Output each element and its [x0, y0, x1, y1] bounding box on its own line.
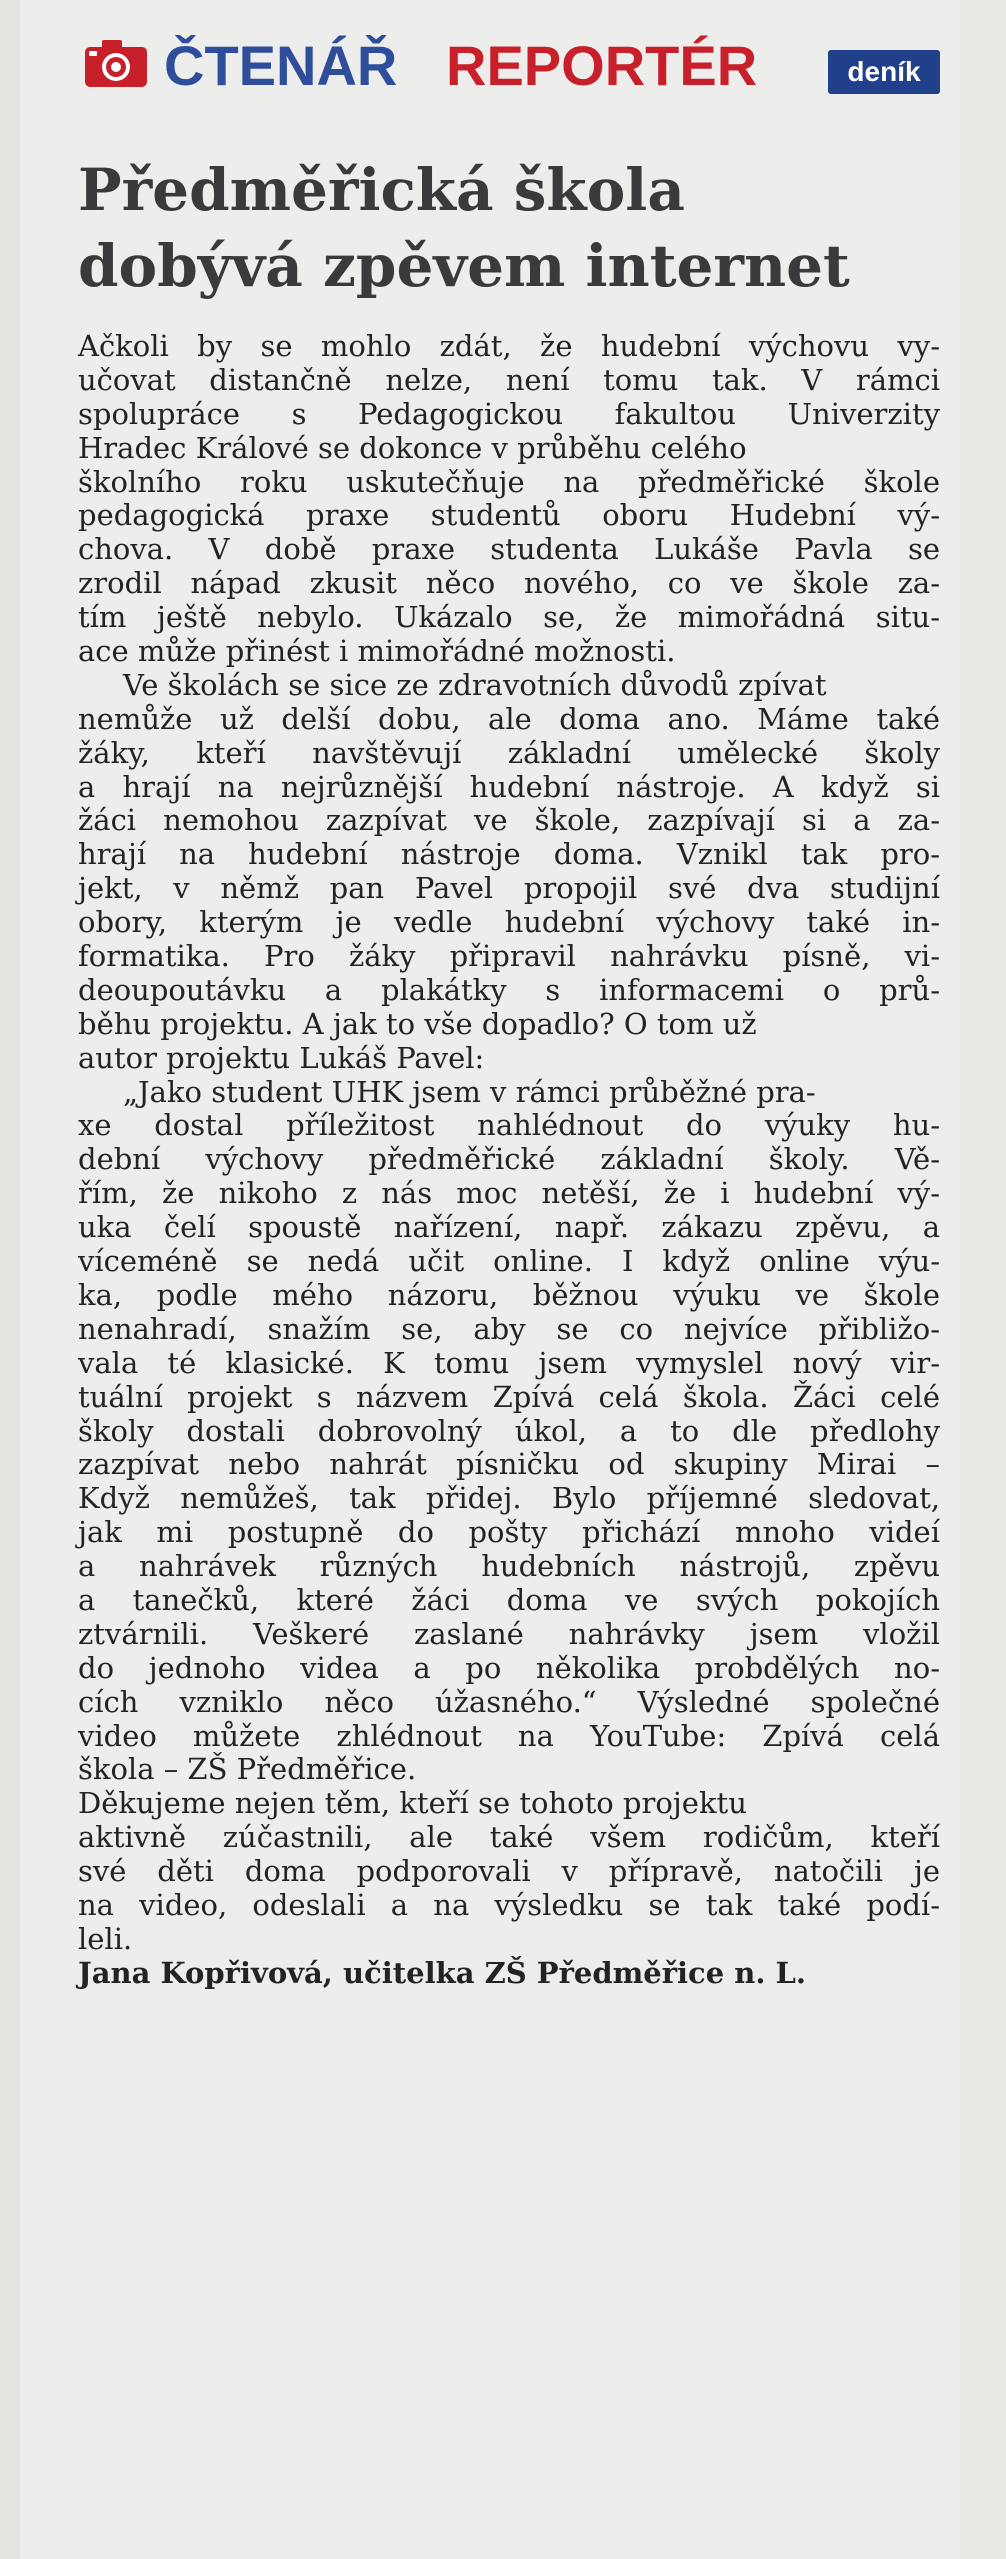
body-line: své děti doma podporovali v přípravě, natočili je	[78, 1854, 940, 1889]
body-line: ztvárnili. Veškeré zaslané nahrávky jsem vložil	[78, 1616, 940, 1651]
body-line: žáky, kteří navštěvují základní umělecké školy	[78, 735, 940, 770]
body-line: „Jako student UHK jsem v rámci průběžné pra-	[123, 1074, 816, 1109]
body-line: škola – ZŠ Předměřice.	[78, 1752, 417, 1787]
body-line: zazpívat nebo nahrát písničku od skupiny Mirai –	[78, 1447, 940, 1482]
body-line: nemůže už delší dobu, ale doma ano. Máme také	[78, 701, 940, 736]
body-line: ace může přinést i mimořádné možnosti.	[78, 634, 676, 669]
body-line: Ačkoli by se mohlo zdát, že hudební výchovu vy-	[78, 329, 940, 363]
paper-fold-shadow	[0, 0, 20, 2559]
rubric-word-reporter: REPORTÉR	[446, 34, 758, 97]
rubric-word-ctenar: ČTENÁŘ	[164, 34, 398, 97]
body-line: a hrají na nejrůznější hudební nástroje. A když si	[78, 769, 940, 804]
body-line: aktivně zúčastnili, ale také všem rodičům, kteří	[78, 1820, 940, 1855]
body-line: vala té klasické. K tomu jsem vymyslel nový vir-	[78, 1345, 940, 1380]
article-body	[78, 330, 940, 1991]
author-signature: Jana Kopřivová, učitelka ZŠ Předměřice n. L.	[78, 1955, 807, 1990]
body-line: Ve školách se sice ze zdravotních důvodů zpívat	[123, 667, 827, 702]
body-line: chova. V době praxe studenta Lukáše Pavla se	[78, 532, 940, 567]
body-line: jekt, v němž pan Pavel propojil své dva studijní	[78, 871, 940, 906]
brand-badge: deník	[828, 50, 940, 94]
body-line: tuální projekt s názvem Zpívá celá škola. Žáci celé	[78, 1379, 940, 1414]
body-line: Když nemůžeš, tak přidej. Bylo příjemné sledovat,	[78, 1481, 940, 1516]
body-line: obory, kterým je vedle hudební výchovy také in-	[78, 905, 940, 940]
body-line: víceméně se nedá učit online. I když online výu-	[78, 1244, 940, 1279]
headline-line: dobývá zpěvem internet	[78, 232, 850, 300]
body-line: spolupráce s Pedagogickou fakultou Univerzity	[78, 396, 940, 431]
body-line: školního roku uskutečňuje na předměřické škole	[78, 464, 940, 499]
body-line: a tanečků, které žáci doma ve svých pokojích	[78, 1582, 940, 1617]
article-headline	[78, 152, 958, 304]
body-line: běhu projektu. A jak to vše dopadlo? O tom už	[78, 1006, 757, 1041]
body-line: cích vzniklo něco úžasného.“ Výsledné společné	[78, 1684, 940, 1719]
body-line: xe dostal příležitost nahlédnout do výuky hu-	[78, 1108, 940, 1143]
body-line: ka, podle mého názoru, běžnou výuku ve škole	[78, 1277, 940, 1312]
body-line: pedagogická praxe studentů oboru Hudební vý-	[78, 498, 940, 533]
body-line: deoupoutávku a plakátky s informacemi o prů-	[78, 972, 940, 1007]
body-line: do jednoho videa a po několika probdělých no-	[78, 1650, 940, 1685]
body-line: uka čelí spoustě nařízení, např. zákazu zpěvu, a	[78, 1210, 940, 1245]
body-line: Děkujeme nejen těm, kteří se tohoto projektu	[78, 1786, 747, 1821]
body-line: žáci nemohou zazpívat ve škole, zazpívají si a za-	[78, 803, 940, 838]
body-line: leli.	[78, 1921, 133, 1956]
body-line: tím ještě nebylo. Ukázalo se, že mimořádná situ-	[78, 600, 940, 635]
rubric-masthead	[78, 28, 940, 112]
paper-edge	[960, 0, 1006, 2559]
body-line: nenahradí, snažím se, aby se co nejvíce přibližo-	[78, 1311, 940, 1346]
body-line: učovat distančně nelze, není tomu tak. V rámci	[78, 362, 940, 397]
body-line: školy dostali dobrovolný úkol, a to dle předlohy	[78, 1413, 940, 1448]
body-line: video můžete zhlédnout na YouTube: Zpívá celá	[78, 1718, 940, 1753]
body-line: na video, odeslali a na výsledku se tak také podí-	[78, 1887, 940, 1922]
body-line: jak mi postupně do pošty přichází mnoho videí	[78, 1515, 940, 1550]
body-line: formatika. Pro žáky připravil nahrávku písně, vi-	[78, 939, 940, 974]
headline-line: Předměřická škola	[78, 156, 685, 224]
body-line: autor projektu Lukáš Pavel:	[78, 1040, 485, 1075]
body-line: řím, že nikoho z nás moc netěší, že i hudební vý-	[78, 1176, 940, 1211]
body-line: zrodil nápad zkusit něco nového, co ve škole za-	[78, 566, 940, 601]
body-line: Hradec Králové se dokonce v průběhu celého	[78, 430, 747, 465]
body-line: hrají na hudební nástroje doma. Vznikl tak pro-	[78, 837, 940, 872]
body-line: dební výchovy předměřické základní školy. Vě-	[78, 1142, 940, 1177]
body-line: a nahrávek různých hudebních nástrojů, zpěvu	[78, 1549, 940, 1584]
camera-icon	[84, 38, 148, 88]
